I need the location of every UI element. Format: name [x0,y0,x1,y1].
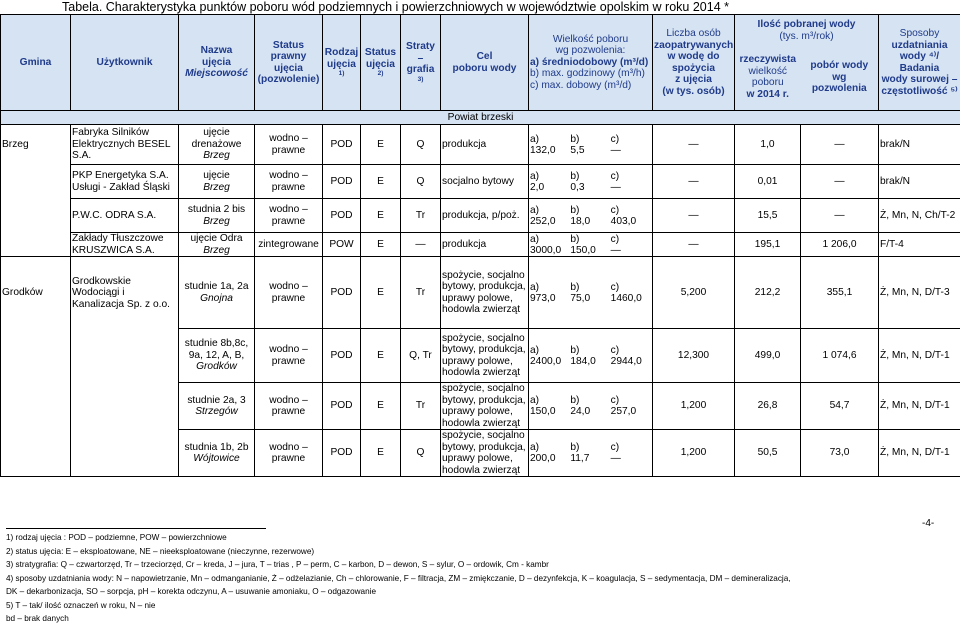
label-b: b) [570,233,580,245]
cell-stratygrafia: Tr [401,199,441,233]
cell-uzytkownik: Fabryka Silników Elektrycznych BESEL S.A. [71,125,179,165]
value-b: 5,5 [570,144,585,156]
cell-nazwa-ujecia [179,257,255,329]
cell-sposoby: Ż, Mn, N, D/T-3 [879,257,960,329]
cell-nazwa-ujecia [179,383,255,430]
cell-status-prawny: zintegrowane [255,233,323,257]
cell-wielkosc [529,199,653,233]
col-header-rzeczywista: rzeczywista wielkość poboru w 2014 r. [739,54,797,100]
value-c: 2944,0 [610,355,642,367]
value-a: 132,0 [530,144,556,156]
label-c: c) [610,133,620,145]
cell-rzeczywista: 0,01 [735,165,801,199]
cell-status: E [361,257,401,329]
value-c: — [610,453,621,464]
cell-status: E [361,199,401,233]
col-header-nazwa: Nazwa ujęcia Miejscowość [179,15,255,111]
powiat-header: Powiat brzeski [1,111,960,125]
cell-uzytkownik [71,329,179,383]
cell-pobor-wg: — [801,165,879,199]
cell-gmina [1,199,71,233]
miejscowosc: Brzeg [203,150,230,162]
cell-rodzaj: POD [323,329,361,383]
label-a: a) [530,281,540,293]
label-a: a) [530,133,540,145]
cell-gmina: Grodków [1,257,71,329]
label-b: b) [570,344,580,356]
value-b: 150,0 [570,244,596,256]
miejscowosc: Brzeg [203,215,230,227]
label-c: c) [610,204,620,216]
cell-status: E [361,125,401,165]
value-b: 24,0 [570,406,591,417]
col-header-liczba-osob: Liczba osób zaopatrywanych w wodę do spożycia z ujęcia (w tys. osób) [653,15,735,111]
value-c: — [610,144,621,156]
miejscowosc: Strzegów [195,406,238,417]
cell-stratygrafia: — [401,233,441,257]
col-header-ilosc: Ilość pobranej wody (tys. m³/rok) rzeczywista wielkość poboru w 2014 r. pobór wody wg pozwolenia [735,15,879,111]
value-b: 75,0 [570,292,591,304]
cell-gmina [1,430,71,477]
cell-rzeczywista: 499,0 [735,329,801,383]
cell-uzytkownik [71,430,179,477]
cell-sposoby: Ż, Mn, N, D/T-1 [879,383,960,430]
cell-nazwa-ujecia [179,329,255,383]
cell-status-prawny: wodno – prawne [255,165,323,199]
cell-uzytkownik: P.W.C. ODRA S.A. [71,199,179,233]
col-header-rodzaj: Rodzaj ujęcia 1) [323,15,361,111]
value-a: 252,0 [530,215,556,227]
ujecie-name: ujęcie [203,170,230,181]
label-a: a) [530,442,540,453]
cell-liczba-osob: 1,200 [653,430,735,477]
col-header-status-prawny: Status prawny ujęcia (pozwolenie) [255,15,323,111]
table-title: Tabela. Charakterystyka punktów poboru wód podziemnych i powierzchniowych w województwie opolskim w roku 2014 * [62,0,729,14]
cell-cel: spożycie, socjalno bytowy, produkcja, uprawy polowe, hodowla zwierząt [441,257,529,329]
cell-status: E [361,233,401,257]
cell-status-prawny: wodno – prawne [255,125,323,165]
cell-rzeczywista: 26,8 [735,383,801,430]
value-b: 11,7 [570,453,590,464]
cell-stratygrafia: Q [401,430,441,477]
cell-stratygrafia: Q [401,125,441,165]
value-c: 257,0 [610,406,637,417]
label-a: a) [530,204,540,216]
cell-nazwa-ujecia [179,430,255,477]
cell-sposoby: Ż, Mn, N, Ch/T-2 [879,199,960,233]
cell-sposoby: brak/N [879,165,960,199]
cell-cel: socjalno bytowy [441,165,529,199]
table-row [1,383,960,430]
cell-rzeczywista: 1,0 [735,125,801,165]
label-b: b) [570,281,580,293]
cell-sposoby: brak/N [879,125,960,165]
label-c: c) [610,281,620,293]
label-c: c) [610,344,620,356]
col-header-stratygrafia: Straty – grafia 3) [401,15,441,111]
cell-nazwa-ujecia [179,199,255,233]
value-c: — [610,181,621,193]
cell-gmina: Brzeg [1,125,71,165]
footnote-2: 2) status ujęcia: E – eksploatowane, NE – nieeksploatowane (nieczynne, rezerwowe) [6,546,315,556]
value-a: 3000,0 [530,244,562,256]
label-a: a) [530,344,540,356]
value-a: 973,0 [530,292,556,304]
cell-status-prawny: wodno – prawne [255,257,323,329]
cell-liczba-osob: — [653,199,735,233]
miejscowosc: Brzeg [203,181,230,193]
cell-pobor-wg: — [801,199,879,233]
ujecie-name: studnie 2a, 3 [187,394,246,406]
ujecie-name: ujęcie Odra [190,233,243,244]
col-header-sposoby: Sposoby uzdatniania wody ⁴⁾/ Badania wody surowej – częstotliwość ⁵⁾ [879,15,960,111]
footnotes [6,528,946,626]
cell-rodzaj: POD [323,257,361,329]
cell-rzeczywista: 212,2 [735,257,801,329]
cell-uzytkownik: Zakłady Tłuszczowe KRUSZWICA S.A. [71,233,179,257]
value-c: 1460,0 [610,292,642,304]
cell-rodzaj: POW [323,233,361,257]
col-header-wielkosc: Wielkość poboru wg pozwolenia: a) średniodobowy (m³/d) b) max. godzinowy (m³/h) c) max. dobowy (m³/d) [529,15,653,111]
cell-wielkosc [529,165,653,199]
value-a: 2400,0 [530,355,562,367]
ujecie-name: ujęcie drenażowe [191,127,242,150]
footnote-1: 1) rodzaj ujęcia : POD – podziemne, POW – powierzchniowe [6,533,227,542]
value-b: 18,0 [570,215,591,227]
cell-status: E [361,383,401,430]
table-row [1,430,960,477]
cell-pobor-wg: 1 074,6 [801,329,879,383]
cell-status-prawny: wodno – prawne [255,383,323,430]
table-row [1,199,960,233]
value-b: 0,3 [570,181,585,193]
ujecie-name: studnie 1a, 2a [184,281,249,292]
value-b: 184,0 [570,355,596,367]
cell-cel: spożycie, socjalno bytowy, produkcja, uprawy polowe, hodowla zwierząt [441,430,529,477]
col-header-status: Status ujęcia 2) [361,15,401,111]
miejscowosc: Wójtowice [193,453,240,464]
cell-nazwa-ujecia [179,165,255,199]
label-a: a) [530,395,540,406]
footnote-bd: bd – brak danych [6,614,69,623]
cell-cel: spożycie, socjalno bytowy, produkcja, uprawy polowe, hodowla zwierząt [441,329,529,383]
cell-liczba-osob: 5,200 [653,257,735,329]
table-row [1,329,960,383]
footnote-divider [6,528,266,529]
cell-status: E [361,430,401,477]
cell-rodzaj: POD [323,199,361,233]
footnote-3: 3) stratygrafia: Q – czwartorzęd, Tr – trzeciorzęd, Cr – kreda, J – jura, T – trias , P – perm, C – karbon, D – dewon, S – sylur, O – ordowik, Cm - kambr [6,560,549,569]
cell-wielkosc [529,233,653,257]
cell-sposoby: Ż, Mn, N, D/T-1 [879,329,960,383]
footnote-4: 4) sposoby uzdatniania wody: N – napowietrzanie, Mn – odmanganianie, Ż – odżelazianie, Ch – chlorowanie, F – filtracja, ZM – zmiękczanie, D – dezynfekcja, K – koagulacja, S – sedymentacja, DM – demineralizacja, [6,573,791,583]
cell-liczba-osob: 1,200 [653,383,735,430]
label-b: b) [570,133,580,145]
cell-cel: spożycie, socjalno bytowy, produkcja, uprawy polowe, hodowla zwierząt [441,383,529,430]
value-a: 150,0 [530,406,556,417]
miejscowosc: Grodków [196,361,237,373]
cell-wielkosc [529,329,653,383]
cell-sposoby: F/T-4 [879,233,960,257]
cell-status-prawny: wodno – prawne [255,199,323,233]
value-c: 403,0 [610,215,637,227]
cell-nazwa-ujecia [179,125,255,165]
cell-cel: produkcja, p/poż. [441,199,529,233]
label-a: a) [530,233,540,245]
label-b: b) [570,170,580,182]
cell-uzytkownik: PKP Energetyka S.A. Usługi - Zakład Śląski [71,165,179,199]
cell-wielkosc [529,383,653,430]
label-b: b) [570,204,580,216]
cell-gmina [1,233,71,257]
footnote-4b: DK – dekarbonizacja, SO – sorpcja, pH – korekta odczynu, A – usuwanie amoniaku, O – odgazowanie [6,587,377,596]
cell-liczba-osob: 12,300 [653,329,735,383]
cell-status: E [361,165,401,199]
cell-status: E [361,329,401,383]
cell-rzeczywista: 195,1 [735,233,801,257]
cell-sposoby: Ż, Mn, N, D/T-1 [879,430,960,477]
cell-rzeczywista: 50,5 [735,430,801,477]
cell-rodzaj: POD [323,430,361,477]
label-b: b) [570,395,580,406]
cell-gmina [1,383,71,430]
miejscowosc: Brzeg [203,244,230,256]
footnote-5: 5) T – tak/ ilość oznaczeń w roku, N – nie [6,600,156,610]
col-header-pobor-wg: pobór wody wg pozwolenia [810,60,869,94]
cell-rodzaj: POD [323,383,361,430]
cell-liczba-osob: — [653,125,735,165]
label-b: b) [570,442,580,453]
value-a: 2,0 [530,181,545,193]
cell-stratygrafia: Q [401,165,441,199]
cell-stratygrafia: Tr [401,257,441,329]
cell-gmina [1,165,71,199]
value-c: — [610,244,621,256]
cell-rodzaj: POD [323,165,361,199]
col-header-gmina: Gmina [1,15,71,111]
label-c: c) [610,233,620,245]
cell-stratygrafia: Tr [401,383,441,430]
cell-status-prawny: wodno – prawne [255,430,323,477]
ujecie-name: studnie 8b,8c, 9a, 12, A, B, [184,338,249,361]
cell-liczba-osob: — [653,233,735,257]
col-header-uzytkownik: Użytkownik [71,15,179,111]
cell-pobor-wg: 54,7 [801,383,879,430]
cell-gmina [1,329,71,383]
cell-rodzaj: POD [323,125,361,165]
table-row [1,125,960,165]
label-c: c) [610,170,620,182]
cell-pobor-wg: 1 206,0 [801,233,879,257]
cell-cel: produkcja [441,233,529,257]
cell-wielkosc [529,257,653,329]
cell-status-prawny: wodno – prawne [255,329,323,383]
cell-nazwa-ujecia [179,233,255,257]
label-c: c) [610,395,620,406]
table-row [1,165,960,199]
cell-pobor-wg: 355,1 [801,257,879,329]
cell-rzeczywista: 15,5 [735,199,801,233]
cell-uzytkownik: Grodkowskie Wodociągi i Kanalizacja Sp. z o.o. [71,257,179,329]
cell-cel: produkcja [441,125,529,165]
value-a: 200,0 [530,453,556,464]
cell-pobor-wg: 73,0 [801,430,879,477]
page-number: -4- [922,518,935,529]
table-row [1,257,960,329]
label-a: a) [530,170,540,182]
data-table [0,14,960,477]
cell-liczba-osob: — [653,165,735,199]
miejscowosc: Gnojna [200,292,233,304]
cell-uzytkownik [71,383,179,430]
table-row [1,233,960,257]
ujecie-name: studnia 1b, 2b [184,441,249,453]
cell-wielkosc [529,430,653,477]
cell-wielkosc [529,125,653,165]
ujecie-name: studnia 2 bis [187,204,246,215]
cell-pobor-wg: — [801,125,879,165]
cell-stratygrafia: Q, Tr [401,329,441,383]
label-c: c) [610,442,620,453]
col-header-cel: Cel poboru wody [441,15,529,111]
